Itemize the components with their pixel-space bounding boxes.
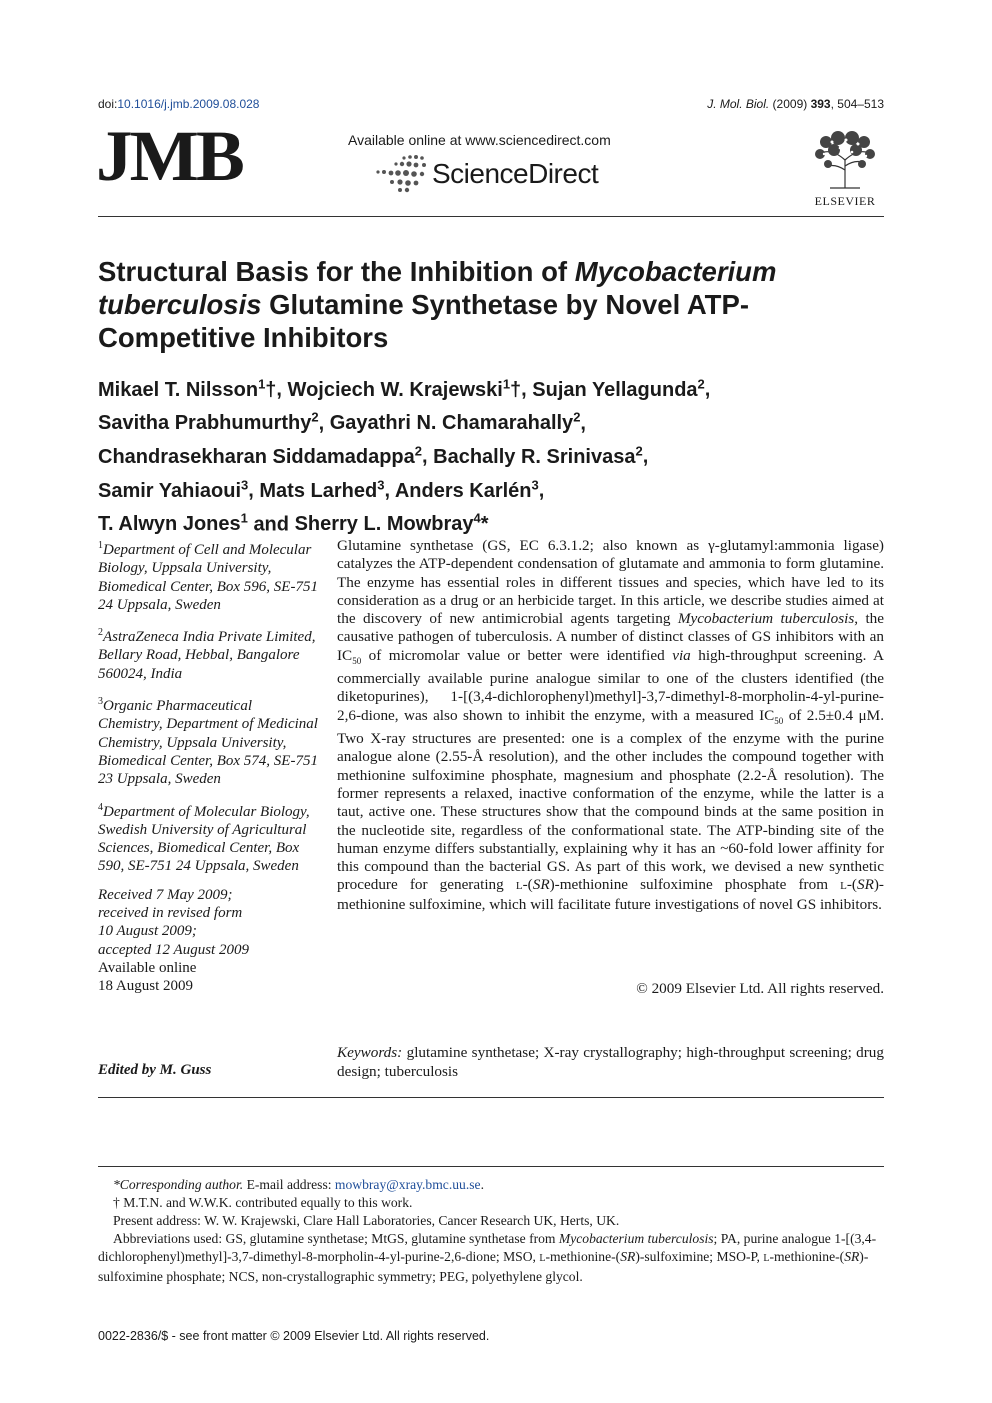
affiliation: $^4$Department of Molecular Biology, Swedish University of Agricultural Sciences, Biomedical Center, Box 590, SE-751 24 Uppsala, Sweden — [98, 801, 310, 875]
journal-citation — [707, 97, 884, 111]
article-title — [98, 255, 888, 354]
author: Chandrasekharan Siddamadappa$^2$ — [98, 443, 423, 468]
date-received: Received 7 May 2009; — [98, 886, 233, 903]
doi-prefix: doi: — [98, 97, 118, 111]
title-italic: Mycobacterium tuberculosis — [98, 256, 777, 320]
date-accepted: accepted 12 August 2009 — [98, 941, 249, 958]
email-link[interactable]: mowbray@xray.bmc.uu.se — [334, 1177, 481, 1192]
author: Bachally R. Srinivasa$^2$ — [433, 443, 643, 468]
journal-volume: 393 — [810, 97, 831, 111]
date-revised: 10 August 2009; — [98, 923, 197, 940]
footnote-corresponding: *Corresponding author. E-mail address: mowbray@xray.bmc.uu.se. — [113, 1177, 484, 1192]
journal-year: (2009) — [772, 97, 808, 111]
author: Sherry L. Mowbray$^4$* — [294, 510, 489, 536]
footnote-abbreviations: Abbreviations used: GS, glutamine synthetase; MtGS, glutamine synthetase from Mycobacterium tuberculosis; PA, purine analogue 1-[(3,4-dichlorophenyl)methyl]-3,7-dimethyl-8-morpholin-4-yl-purine-2,6-dione; MSO, L-methionine-(SR)-sulfoximine; MSO-P, L-methionine-(SR)-sulfoximine phosphate; NCS, non-crystallographic symmetry; PEG, polyethylene glycol. — [98, 1231, 877, 1284]
abstract: Glutamine synthetase (GS, EC 6.3.1.2; also known as γ-glutamyl:ammonia ligase) catalyzes the ATP-dependent condensation of glutamate and ammonia to form glutamine. The enzyme has essential roles in different tissues and species, which have led to its consideration as a drug or an herbicide target. In this article, we describe studies aimed at the discovery of new antimicrobial agents targeting Mycobacterium tuberculosis, the causative pathogen of tuberculosis. A number of distinct classes of GS inhibitors with an $IC_{50}$ of micromolar value or better were identified via high-throughput screening. A commercially available purine analogue similar to one of the clusters identified (the diketopurines), 1-[(3,4-dichlorophenyl)methyl]-3,7-dimethyl-8-morpholin-4-yl-purine-2,6-dione, was also shown to inhibit the enzyme, with a measured $IC_{50}$ of 2.5±0.4 μM. Two X-ray structures are presented: one is a complex of the enzyme with the purine analogue alone (2.55-Å resolution), and the other includes the compound together with methionine sulfoximine phosphate, magnesium and phosphate (2.2-Å resolution). The former represents a relaxed, inactive conformation of the enzyme, while the latter is a taut, active one. These structures show that the compound binds at the same position in the nucleotide site, regardless of the conformational state. The ATP-binding site of the human enzyme differs substantially, explaining why it has an ~60-fold lower affinity for this compound than the bacterial GS. As part of this work, we devised a new synthetic procedure for generating L-(SR)-methionine sulfoximine phosphate from L-(SR)-methionine sulfoximine, which will facilitate future investigations of novel GS inhibitors. — [337, 537, 885, 913]
available-online-text: Available online at www.sciencedirect.com — [348, 132, 611, 148]
date-available-label: Available online — [98, 959, 197, 976]
keywords-label: Keywords: — [337, 1044, 403, 1061]
article-dates — [98, 886, 318, 996]
author: Anders Karlén$^3$ — [394, 476, 539, 502]
footnotes — [98, 1176, 884, 1286]
title-part1: Structural Basis for the Inhibition of — [98, 256, 575, 287]
footnote-divider — [98, 1166, 884, 1167]
author: Mats Larhed$^3$ — [259, 476, 385, 502]
keywords — [337, 1043, 884, 1081]
author: Sujan Yellagunda$^2$ — [532, 376, 705, 401]
author-list: Mikael T. Nilsson$^1$†, Wojciech W. Krajewski$^1$†, Sujan Yellagunda$^2$, Savitha Prabhumurthy$^2$, Gayathri N. Chamarahally$^2$, Chandrasekharan Siddamadappa$^2$, Bachally R. Srinivasa$^2$, Samir Yahiaoui$^3$, Mats Larhed$^3$, Anders Karlén$^3$, T. Alwyn Jones$^1$ and Sherry L. Mowbray$^4$* — [98, 376, 711, 536]
affiliation: $^2$AstraZeneca India Private Limited, Bellary Road, Hebbal, Bangalore 560024, India — [98, 627, 316, 682]
affiliation: $^3$Organic Pharmaceutical Chemistry, Department of Medicinal Chemistry, Uppsala University, Biomedical Center, Box 574, SE-751 23 Uppsala, Sweden — [98, 696, 318, 788]
author: Samir Yahiaoui$^3$ — [98, 476, 249, 502]
author: T. Alwyn Jones$^1$ — [98, 510, 248, 536]
footnote-equal-contribution: † M.T.N. and W.W.K. contributed equally to this work. — [113, 1195, 413, 1210]
doi — [98, 97, 259, 111]
footnote-present-address: Present address: W. W. Krajewski, Clare Hall Laboratories, Cancer Research UK, Herts, UK. — [113, 1213, 620, 1228]
abstract-divider — [98, 1097, 884, 1098]
elsevier-logo-text: ELSEVIER — [814, 194, 876, 208]
journal-abbrev: J. Mol. Biol. — [707, 97, 770, 111]
header-divider — [98, 216, 884, 217]
authors-and: and — [253, 513, 289, 536]
author: Savitha Prabhumurthy$^2$ — [98, 409, 319, 435]
title-part2: Glutamine Synthetase by Novel ATP-Competitive Inhibitors — [98, 289, 749, 353]
issn-front-matter: 0022-2836/$ - see front matter © 2009 Elsevier Ltd. All rights reserved. — [98, 1329, 490, 1343]
doi-link[interactable]: 10.1016/j.jmb.2009.08.028 — [117, 97, 260, 111]
author: Gayathri N. Chamarahally$^2$ — [329, 409, 581, 435]
affiliation: $^1$Department of Cell and Molecular Biology, Uppsala University, Biomedical Center, Box 596, SE-751 24 Uppsala, Sweden — [98, 540, 318, 613]
edited-by: Edited by M. Guss — [98, 1062, 212, 1078]
author: Wojciech W. Krajewski$^1$† — [287, 376, 522, 401]
date-available: 18 August 2009 — [98, 978, 194, 995]
sciencedirect-dots-icon — [374, 152, 434, 194]
affiliations-column — [98, 537, 318, 996]
author: Mikael T. Nilsson$^1$† — [98, 376, 277, 401]
date-revised-label: received in revised form — [98, 905, 243, 922]
elsevier-tree-logo-icon — [806, 130, 884, 190]
abstract-copyright: © 2009 Elsevier Ltd. All rights reserved. — [636, 980, 884, 997]
keywords-text: glutamine synthetase; X-ray crystallography; high-throughput screening; drug design; tuberculosis — [337, 1044, 884, 1080]
journal-pages: , 504–513 — [830, 97, 884, 111]
sciencedirect-logo-text: ScienceDirect — [432, 158, 599, 189]
jmb-logo: JMB — [96, 116, 242, 196]
